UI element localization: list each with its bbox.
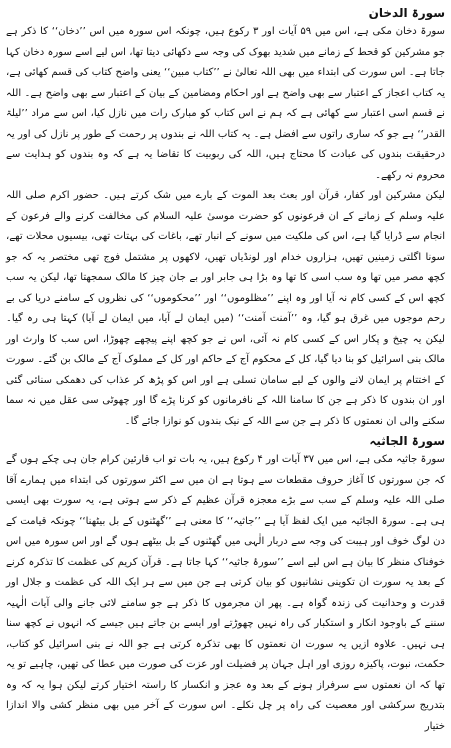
dukhan-paragraph-pharaoh: لیکن مشرکین اور کفار، قرآن اور بعث بعد الموت کے بارے میں شک کرتے ہیں۔ حضور اکرم صلی اللہ علیہ وسلم کے زمانے کے ان فرعونوں کو حضرت موسیٰ علیہ السلام کی مخالفت کرنے والے فرعون کے انجام سے ڈرایا گیا ہے، اس کی ملکیت میں سونے کے انبار تھے، باغات کی بہتات تھی، بیسیوں محلات تھے، سونا اگلتی زمینیں تھیں، ہزاروں خدام اور لونڈیاں تھیں، لاکھوں پر مشتمل فوج تھی مختصر یہ کہ جو کچھ مصر میں تھا وہ سب اسی کا تھا وہ بڑا ہی جابر اور بے جان چیز کا مالک سمجھتا تھا، لیکن یہ سب کچھ اس کے کسی کام نہ آیا اور وہ اپنے ’’مظلوموں‘‘ اور ’’محکوموں‘‘ کی نظروں کے سامنے دریا کی بے رحم موجوں میں غرق ہو گیا، وہ ’’آمنت آمنت‘‘ (میں ایمان لے آیا، میں ایمان لے آیا) کہتا ہی رہ گیا۔ لیکن یہ چیخ و پکار اس کے کسی کام نہ آئی، اس نے جو کچھ اپنے پیچھے چھوڑا، اس سب کا وارث اور مالک بنی اسرائیل کو بنا دیا گیا، کل کے محکوم آج کے حاکم اور کل کے مملوک آج کے مالک بن گئے۔ سورت کے اختتام پر ایمان لانے والوں کے لیے سامان تسلی ہے اور اس کو پڑھ کر عذاب کی دھمکی سنائی گئی اور ان بندوں کا ذکر ہے جن کا سامنا اللہ کے نافرمانوں کو کرنا پڑے گا اور چھوٹی سی عقل میں نہ سما سکنے والی ان نعمتوں کا ذکر ہے جن سے اللہ کے نیک بندوں کو نوازا جائے گا۔ <box>6 190 445 427</box>
dukhan-paragraph-intro: سورۃ دخان مکی ہے، اس میں ۵۹ آیات اور ۳ رکوع ہیں، چونکہ اس سورہ میں اس ’’دخان‘‘ کا ذکر ہے جو مشرکین کو قحط کے زمانے میں شدید بھوک کی وجہ سے دکھائی دیتا تھا، اس لیے اسے سورہ دخان کہا جاتا ہے۔ اس سورت کی ابتداء میں بھی اللہ تعالیٰ نے ’’کتاب مبین‘‘ یعنی واضح کتاب کی قسم کھائی ہے، یہ کتاب اعجاز کے اعتبار سے بھی واضح ہے اور احکام ومضامین کے بیان کے اعتبار سے بھی واضح ہے۔ اللہ نے قسم اسی اعتبار سے کھائی ہے کہ ہم نے اس کتاب کو مبارک رات میں نازل کیا، اس سے مراد ’’لیلۃ القدر‘‘ ہے جو کہ ساری راتوں سے افضل ہے۔ یہ کتاب اللہ نے بندوں پر رحمت کے طور پر نازل کی اور یہ درحقیقت بندوں کی عبادت کا محتاج ہیں، اللہ کی ربوبیت کا تقاضا یہ ہے کہ وہ بندوں کو ہدایت سے محروم نہ رکھے۔ <box>6 26 445 181</box>
jathiya-paragraph: سورۃ جاثیہ مکی ہے، اس میں ۳۷ آیات اور ۴ رکوع ہیں، یہ بات تو اب قارئین کرام جان ہی چکے ہوں گے کہ جن سورتوں کا آغاز حروف مقطعات سے ہوتا ہے ان میں سے اکثر سورتوں کی ابتداء میں ہمارے آقا صلی اللہ علیہ وسلم کے سب سے بڑے معجزہ قرآن عظیم کے ذکر سے ہوتی ہے، یہ سورت بھی ایسی ہی ہے۔ سورۃ الجاثیہ میں ایک لفظ آیا ہے ’’جاثیہ‘‘ کا معنی ہے ’’گھٹنوں کے بل بیٹھنا‘‘ چونکہ قیامت کے دن لوگ خوف اور ہیبت کی وجہ سے دربار الٰہی میں گھٹنوں کے بل بیٹھے ہوں گے اور اس سورہ میں اس خوفناک منظر کا بیان ہے اس لیے اسے ’’سورۂ جاثیہ‘‘ کہا جاتا ہے۔ قرآن کریم کی عظمت کا تذکرہ کرنے کے بعد یہ سورت ان تکوینی نشانیوں کو بیان کرتی ہے جن میں سے ہر ایک اللہ کی عظمت و جلال اور قدرت و وحدانیت کی زندہ گواہ ہے۔ پھر ان مجرموں کا ذکر ہے جو سامنے لائی جانے والی آیات الٰہیہ سننے کے باوجود انکار و استکبار کی راہ نہیں چھوڑتے اور ایسے بن جاتے ہیں جیسے کہ انہوں نے کچھ سنا ہی نہیں۔ علاوہ ازیں یہ سورت ان نعمتوں کا بھی تذکرہ کرتی ہے جو اللہ نے بنی اسرائیل کو کتاب، حکمت، نبوت، پاکیزہ روزی اور اہل جہان پر فضیلت اور عزت کی صورت میں عطا کی تھیں، چاہیے تو یہ تھا کہ ان نعمتوں سے سرفراز ہونے کے بعد وہ عجز و انکسار کا راستہ اختیار کرتے لیکن ہوا یہ کہ وہ بتدریج سرکشی اور معصیت کی راہ پر چل نکلے۔ اس سورت کے آخر میں بھی منظر کشی والا اندازا ختیار <box>6 454 445 732</box>
section-heading-dukhan: سورۃ الدخان <box>368 6 445 20</box>
section-heading-jathiya: سورۃ الجاثیہ <box>369 434 445 448</box>
